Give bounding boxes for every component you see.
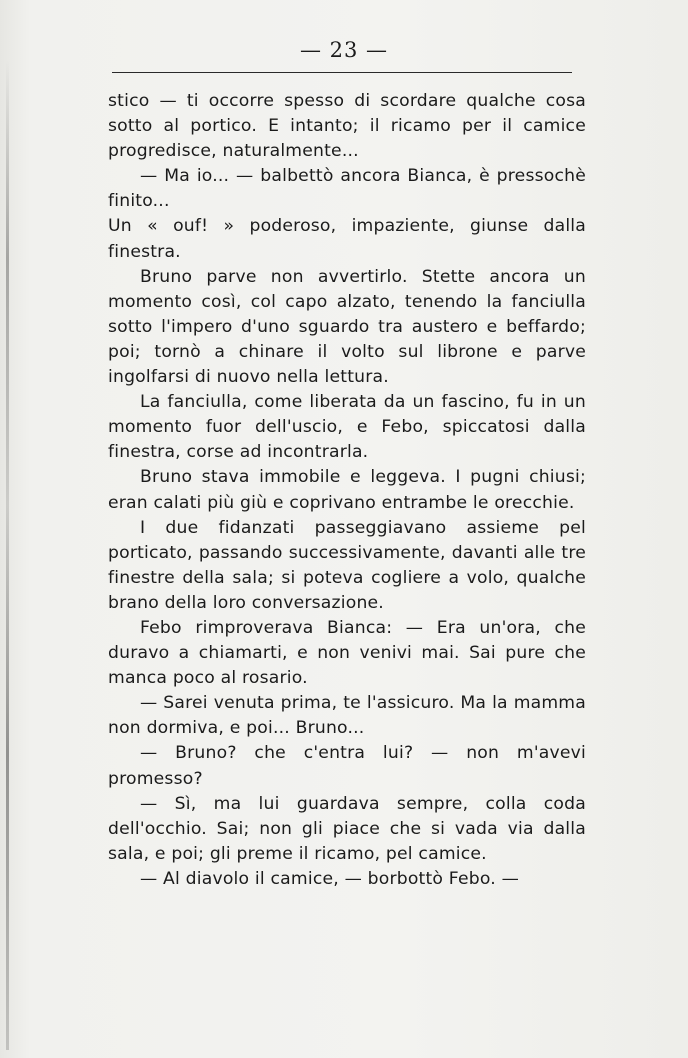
paragraph-5: La fanciulla, come liberata da un fascino, fu in un momento fuor dell'uscio, e Febo, spiccatosi dalla finestra, corse ad incontrarla. <box>108 392 586 463</box>
paragraph-6: Bruno stava immobile e leggeva. I pugni chiusi; eran calati più giù e coprivano entrambe le orecchie. <box>108 467 586 513</box>
paragraph-4: Bruno parve non avvertirlo. Stette ancora un momento così, col capo alzato, tenendo la fanciulla sotto l'impero d'uno sguardo tra austero e beffardo; poi; tornò a chinare il volto sul librone e parve ingolfarsi di nuovo nella lettura. <box>108 266 586 388</box>
paragraph-3: Un « ouf! » poderoso, impaziente, giunse dalla finestra. <box>108 216 586 262</box>
paragraph-8: Febo rimproverava Bianca: — Era un'ora, che duravo a chiamarti, e non venivi mai. Sai pure che manca poco al rosario. <box>108 617 586 689</box>
paragraph-12: — Al diavolo il camice, — borbottò Febo. — <box>140 868 519 889</box>
paragraph-11: — Sì, ma lui guardava sempre, colla coda dell'occhio. Sai; non gli piace che si vada via dalla sala, e poi; gli preme il ricamo, pel camice. <box>108 793 586 864</box>
header-rule <box>112 72 572 73</box>
paragraph-9: — Sarei venuta prima, te l'assicuro. Ma la mamma non dormiva, e poi... Bruno... <box>108 693 586 739</box>
body-text <box>108 89 586 892</box>
paragraph-1: stico — ti occorre spesso di scordare qualche cosa sotto al portico. E intanto; il ricamo per il camice progredisce, naturalmente... <box>108 91 586 162</box>
page-number: — 23 — <box>299 38 389 62</box>
binding-edge-shadow <box>6 60 9 1050</box>
paragraph-10: — Bruno? che c'entra lui? — non m'avevi promesso? <box>108 743 586 789</box>
paragraph-2: — Ma io... — balbettò ancora Bianca, è pressochè finito... <box>108 166 586 212</box>
paragraph-7: I due fidanzati passeggiavano assieme pel porticato, passando successivamente, davanti alle tre finestre della sala; si poteva cogliere a volo, qualche brano della loro conversazione. <box>108 517 586 613</box>
